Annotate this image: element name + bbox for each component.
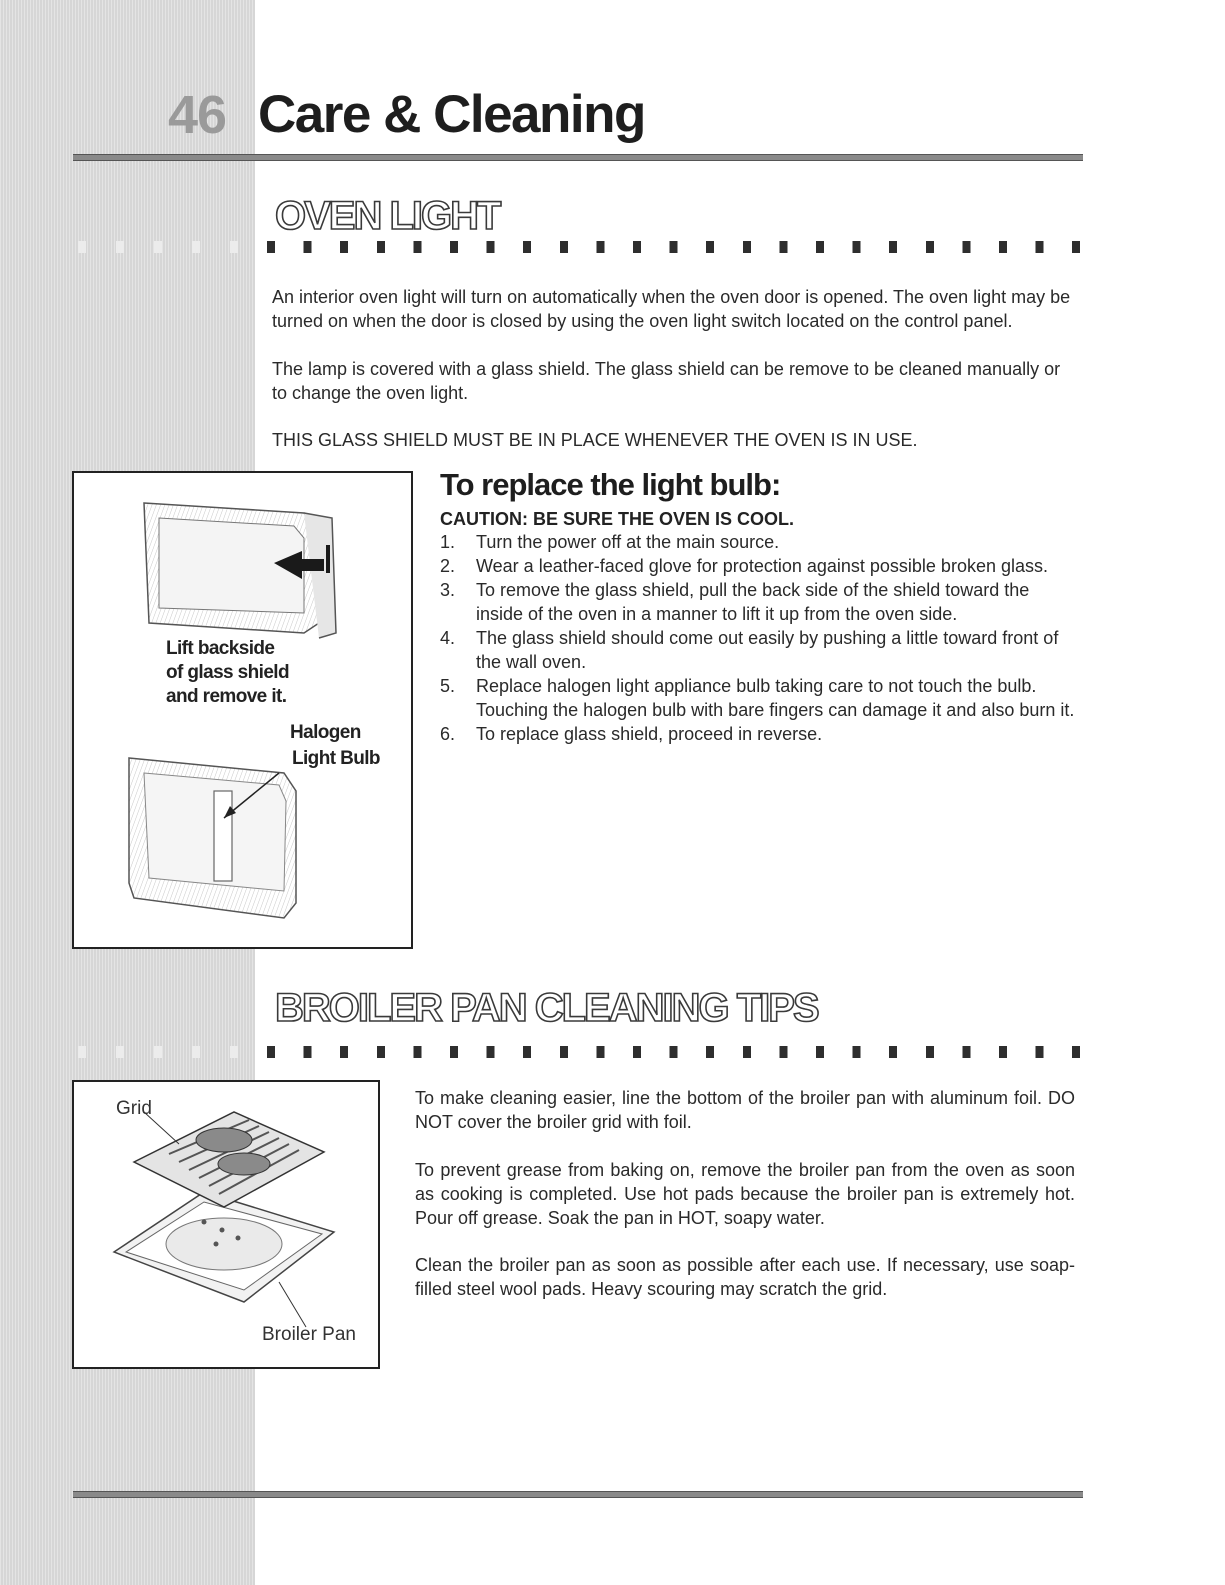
list-item xyxy=(440,578,1080,626)
figure-caption-line-2: of glass shield xyxy=(166,662,289,683)
page-number: 46 xyxy=(168,85,227,145)
halogen-label-line-1: Halogen xyxy=(290,722,361,743)
glass-shield-illustration xyxy=(74,473,411,947)
broiler-para-2: To prevent grease from baking on, remove the broiler pan from the oven as soon as cooking is completed. Use hot pads because the broiler pan is extremely hot. Pour off grease. Soak the pan in HOT, soapy water. xyxy=(415,1160,1075,1228)
halogen-label-line-2: Light Bulb xyxy=(292,748,380,769)
dot-divider xyxy=(267,241,1083,253)
list-item xyxy=(440,554,1080,578)
figure-caption-line-3: and remove it. xyxy=(166,686,287,707)
step-text: Turn the power off at the main source. xyxy=(476,532,780,552)
replace-bulb-heading: To replace the light bulb: xyxy=(440,467,781,502)
broiler-para-1: To make cleaning easier, line the bottom of the broiler pan with aluminum foil. DO NOT cover the broiler grid with foil. xyxy=(415,1088,1075,1132)
step-text: The glass shield should come out easily by pushing a little toward front of the wall oven. xyxy=(476,628,1059,672)
glass-shield-warning: THIS GLASS SHIELD MUST BE IN PLACE WHENEVER THE OVEN IS IN USE. xyxy=(272,430,918,450)
broiler-pan-figure xyxy=(72,1080,380,1369)
step-number: 6. xyxy=(440,724,456,744)
step-number: 3. xyxy=(440,580,456,600)
dot-divider xyxy=(267,1046,1083,1058)
section-title-oven-light: OVEN LIGHT xyxy=(275,194,500,238)
step-text: Replace halogen light appliance bulb taking care to not touch the bulb. Touching the halogen bulb with bare fingers can damage it and also burn it. xyxy=(476,676,1075,720)
step-text: To replace glass shield, proceed in reverse. xyxy=(476,724,823,744)
figure-caption-line-1: Lift backside xyxy=(166,638,275,659)
page-title: Care & Cleaning xyxy=(258,85,645,144)
dot-divider-sidebar xyxy=(78,241,258,253)
list-item xyxy=(440,530,1080,554)
list-item xyxy=(440,626,1080,674)
oven-light-figure xyxy=(72,471,413,949)
section-title-broiler: BROILER PAN CLEANING TIPS xyxy=(275,986,818,1030)
grid-label: Grid xyxy=(116,1098,152,1119)
step-text: Wear a leather-faced glove for protection against possible broken glass. xyxy=(476,556,1048,576)
step-number: 5. xyxy=(440,676,456,696)
step-number: 1. xyxy=(440,532,456,552)
oven-light-intro-2: The lamp is covered with a glass shield. The glass shield can be remove to be cleaned manually or to change the oven light. xyxy=(272,359,1061,403)
step-number: 4. xyxy=(440,628,456,648)
dot-divider-sidebar xyxy=(78,1046,258,1058)
list-item xyxy=(440,722,1080,746)
footer-rule xyxy=(73,1491,1083,1498)
replace-steps-list xyxy=(440,530,1080,746)
header-rule xyxy=(73,154,1083,161)
list-item xyxy=(440,674,1080,722)
broiler-pan-label: Broiler Pan xyxy=(262,1324,356,1345)
broiler-para-3: Clean the broiler pan as soon as possible after each use. If necessary, use soap-filled steel wool pads. Heavy scouring may scratch the grid. xyxy=(415,1255,1075,1299)
oven-light-intro-1: An interior oven light will turn on automatically when the oven door is opened. The oven light may be turned on when the door is closed by using the oven light switch located on the control panel. xyxy=(272,287,1071,331)
caution-text: CAUTION: BE SURE THE OVEN IS COOL. xyxy=(440,509,795,529)
step-number: 2. xyxy=(440,556,456,576)
step-text: To remove the glass shield, pull the back side of the shield toward the inside of the oven in a manner to lift it up from the oven side. xyxy=(476,580,1030,624)
